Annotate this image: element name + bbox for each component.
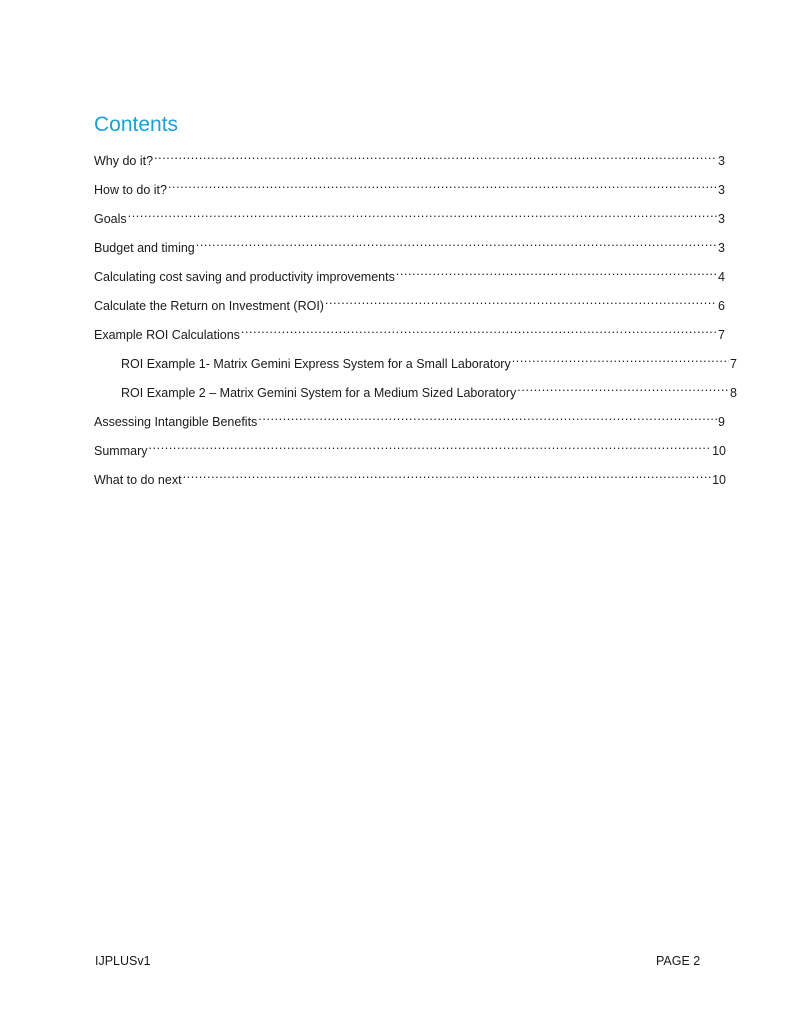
toc-dot-leader (148, 435, 711, 455)
toc-entry-page: 10 (712, 444, 726, 458)
toc-entry[interactable] (94, 261, 725, 284)
footer-page-number: PAGE 2 (656, 954, 701, 968)
toc-entry[interactable] (94, 319, 725, 342)
toc-entry[interactable] (94, 174, 725, 197)
toc-entry[interactable] (94, 290, 725, 313)
toc-entry-title: ROI Example 1- Matrix Gemini Express System for a Small Laboratory (121, 357, 511, 371)
toc-entry-page: 3 (718, 154, 725, 168)
toc-dot-leader (512, 348, 729, 368)
toc-subentry[interactable] (121, 377, 737, 400)
toc-entry-page: 7 (718, 328, 725, 342)
toc-entry-title: Example ROI Calculations (94, 328, 240, 342)
toc-entry-title: Why do it? (94, 154, 154, 168)
toc-dot-leader (258, 406, 717, 426)
toc-entry[interactable] (94, 464, 726, 487)
toc-entry-title: Assessing Intangible Benefits (94, 415, 258, 429)
toc-entry-title: Calculating cost saving and productivity improvements (94, 270, 395, 284)
toc-dot-leader (325, 290, 717, 310)
toc-dot-leader (517, 377, 729, 397)
toc-entry-page: 3 (718, 212, 725, 226)
toc-entry-page: 9 (718, 415, 725, 429)
toc-entry[interactable] (94, 406, 725, 429)
toc-dot-leader (168, 174, 717, 194)
toc-entry[interactable] (94, 145, 725, 168)
toc-entry-page: 7 (730, 357, 737, 371)
toc-dot-leader (154, 145, 717, 165)
toc-entry-title: Calculate the Return on Investment (ROI) (94, 299, 324, 313)
toc-dot-leader (183, 464, 712, 484)
toc-entry-page: 6 (718, 299, 725, 313)
toc-entry[interactable] (94, 203, 725, 226)
toc-entry-title: ROI Example 2 – Matrix Gemini System for a Medium Sized Laboratory (121, 386, 517, 400)
toc-dot-leader (241, 319, 717, 339)
toc-entry-page: 4 (718, 270, 725, 284)
footer-document-id: IJPLUSv1 (95, 954, 151, 968)
toc-entry-page: 8 (730, 386, 737, 400)
toc-entry[interactable] (94, 435, 726, 458)
toc-entry-title: Summary (94, 444, 148, 458)
toc-subentry[interactable] (121, 348, 737, 371)
toc-dot-leader (128, 203, 717, 223)
toc-entry-page: 3 (718, 241, 725, 255)
toc-entry-page: 10 (712, 473, 726, 487)
toc-entry-title: Budget and timing (94, 241, 195, 255)
toc-heading: Contents (94, 113, 179, 136)
toc-entry-title: What to do next (94, 473, 182, 487)
toc-dot-leader (196, 232, 717, 252)
toc-entry-page: 3 (718, 183, 725, 197)
toc-dot-leader (396, 261, 717, 281)
toc-entry[interactable] (94, 232, 725, 255)
toc-entry-title: How to do it? (94, 183, 167, 197)
toc-entry-title: Goals (94, 212, 127, 226)
